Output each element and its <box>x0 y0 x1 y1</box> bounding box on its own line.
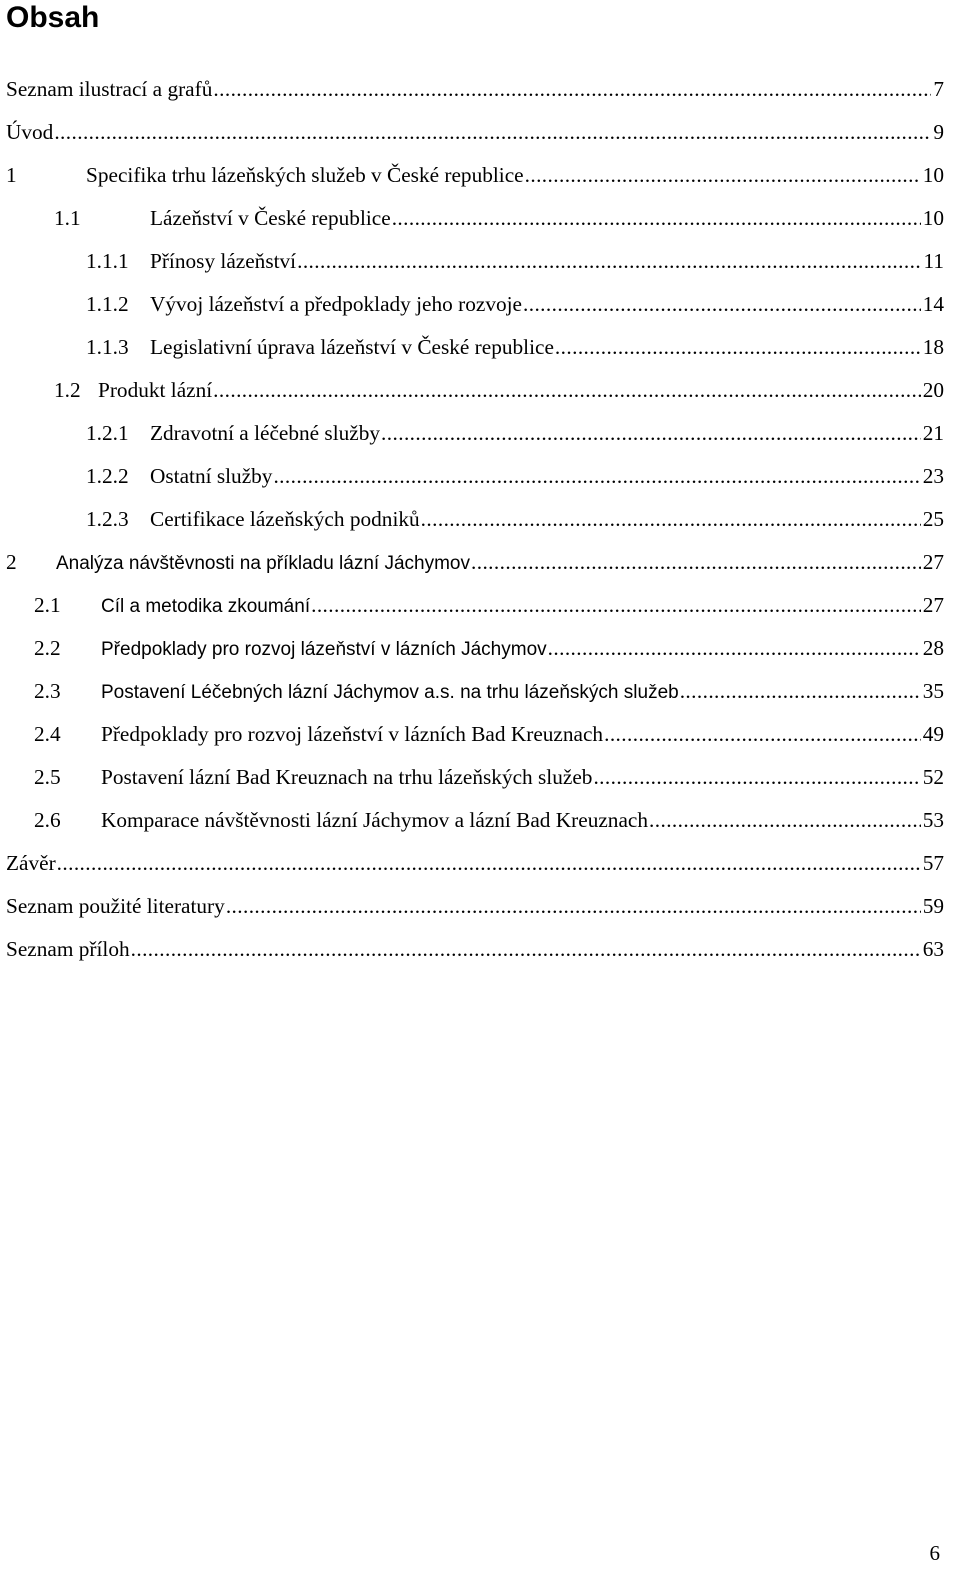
toc-entry-label: Předpoklady pro rozvoj lázeňství v lázních Bad Kreuznach <box>101 722 604 746</box>
toc-entry-page: 49 <box>922 722 944 746</box>
toc-entry-page: 10 <box>922 206 944 230</box>
toc-entry[interactable] <box>0 799 960 842</box>
toc-entry-page: 10 <box>922 163 944 187</box>
toc-entry[interactable] <box>0 240 960 283</box>
toc-entry-label: Komparace návštěvnosti lázní Jáchymov a lázní Bad Kreuznach <box>101 808 649 832</box>
toc-entry-label: Legislativní úprava lázeňství v České republice <box>150 335 554 359</box>
toc-entry-number: 1.1.1 <box>86 249 129 273</box>
toc-entry[interactable] <box>0 197 960 240</box>
toc-entry-label: Přínosy lázeňství <box>150 249 297 273</box>
toc-entry-label: Seznam příloh <box>6 937 130 961</box>
toc-entry-page: 7 <box>933 77 944 101</box>
toc-entry[interactable] <box>0 326 960 369</box>
toc-entry-label: Předpoklady pro rozvoj lázeňství v lázních Jáchymov <box>101 639 547 660</box>
toc-entry-page: 59 <box>922 894 944 918</box>
toc-entry-number: 1.2 <box>54 378 81 402</box>
dot-leader <box>226 885 921 928</box>
page-number: 6 <box>929 1541 940 1565</box>
toc-entry-label: Postavení lázní Bad Kreuznach na trhu lázeňských služeb <box>101 765 593 789</box>
toc-entry-number: 1.1.3 <box>86 335 129 359</box>
toc-entry-label: Ostatní služby <box>150 464 273 488</box>
toc-entry[interactable] <box>0 154 960 197</box>
toc-entry[interactable] <box>0 928 960 971</box>
toc-entry-page: 21 <box>922 421 944 445</box>
toc-entry-number: 1.1 <box>54 206 81 230</box>
toc-entry-label: Závěr <box>6 851 56 875</box>
toc-entry[interactable] <box>0 455 960 498</box>
toc-entry-page: 27 <box>922 593 944 617</box>
dot-leader <box>311 584 921 627</box>
toc-entry-number: 2 <box>6 550 17 574</box>
toc-entry-page: 9 <box>933 120 944 144</box>
dot-leader <box>523 283 921 326</box>
dot-leader <box>421 498 921 541</box>
toc-entry-page: 23 <box>922 464 944 488</box>
toc-entry[interactable] <box>0 412 960 455</box>
toc-entry-page: 20 <box>922 378 944 402</box>
toc-entry[interactable] <box>0 842 960 885</box>
toc-entry[interactable] <box>0 498 960 541</box>
toc-entry-page: 18 <box>922 335 944 359</box>
toc-entry-number: 2.5 <box>34 765 61 789</box>
toc-entry-number: 1.1.2 <box>86 292 129 316</box>
toc-entry[interactable] <box>0 111 960 154</box>
toc-entry-label: Seznam použité literatury <box>6 894 225 918</box>
toc-entry-number: 1 <box>6 163 17 187</box>
dot-leader <box>525 154 921 197</box>
dot-leader <box>57 842 921 885</box>
toc-entry[interactable] <box>0 670 960 713</box>
toc-entry-page: 52 <box>922 765 944 789</box>
page-title: Obsah <box>6 1 100 34</box>
toc-entry-page: 57 <box>922 851 944 875</box>
toc-entry-page: 27 <box>922 550 944 574</box>
toc-entry[interactable] <box>0 584 960 627</box>
dot-leader <box>381 412 921 455</box>
dot-leader <box>649 799 921 842</box>
toc-entry-page: 25 <box>922 507 944 531</box>
toc-entry-label: Cíl a metodika zkoumání <box>101 596 311 617</box>
toc-entry-label: Zdravotní a léčebné služby <box>150 421 381 445</box>
toc-entry-label: Vývoj lázeňství a předpoklady jeho rozvoje <box>150 292 522 316</box>
toc-entry-page: 53 <box>922 808 944 832</box>
dot-leader <box>555 326 921 369</box>
dot-leader <box>131 928 921 971</box>
toc-entry[interactable] <box>0 68 960 111</box>
toc-entry-number: 1.2.1 <box>86 421 129 445</box>
toc-entry[interactable] <box>0 283 960 326</box>
toc-entry[interactable] <box>0 713 960 756</box>
toc-entry-number: 2.6 <box>34 808 61 832</box>
toc-entry-number: 2.2 <box>34 636 61 660</box>
dot-leader <box>392 197 921 240</box>
dot-leader <box>273 455 920 498</box>
toc-entry[interactable] <box>0 627 960 670</box>
dot-leader <box>604 713 921 756</box>
toc-entry[interactable] <box>0 541 960 584</box>
toc-entry-page: 11 <box>923 249 944 273</box>
dot-leader <box>297 240 921 283</box>
dot-leader <box>213 369 921 412</box>
toc-entry-number: 2.1 <box>34 593 61 617</box>
toc-entry-label: Analýza návštěvnosti na příkladu lázní Jáchymov <box>56 553 470 574</box>
dot-leader <box>213 68 931 111</box>
toc-entry-page: 35 <box>922 679 944 703</box>
toc-entry[interactable] <box>0 885 960 928</box>
toc-entry-page: 63 <box>922 937 944 961</box>
dot-leader <box>54 111 931 154</box>
toc-entry-number: 1.2.3 <box>86 507 129 531</box>
toc-entry-label: Seznam ilustrací a grafů <box>6 77 213 101</box>
toc-entry[interactable] <box>0 369 960 412</box>
toc-entry-label: Postavení Léčebných lázní Jáchymov a.s. na trhu lázeňských služeb <box>101 682 679 703</box>
toc-entry-page: 28 <box>922 636 944 660</box>
dot-leader <box>471 541 921 584</box>
toc-entry-label: Specifika trhu lázeňských služeb v České republice <box>86 163 524 187</box>
dot-leader <box>680 670 921 713</box>
dot-leader <box>593 756 920 799</box>
toc-entry-number: 1.2.2 <box>86 464 129 488</box>
toc-entry-number: 2.4 <box>34 722 61 746</box>
toc-entry-label: Lázeňství v České republice <box>150 206 391 230</box>
toc-entry-page: 14 <box>922 292 944 316</box>
toc-entry-label: Certifikace lázeňských podniků <box>150 507 420 531</box>
dot-leader <box>548 627 921 670</box>
toc-entry-label: Úvod <box>6 120 54 144</box>
toc-entry[interactable] <box>0 756 960 799</box>
toc-entry-number: 2.3 <box>34 679 61 703</box>
toc-entry-label: Produkt lázní <box>98 378 213 402</box>
